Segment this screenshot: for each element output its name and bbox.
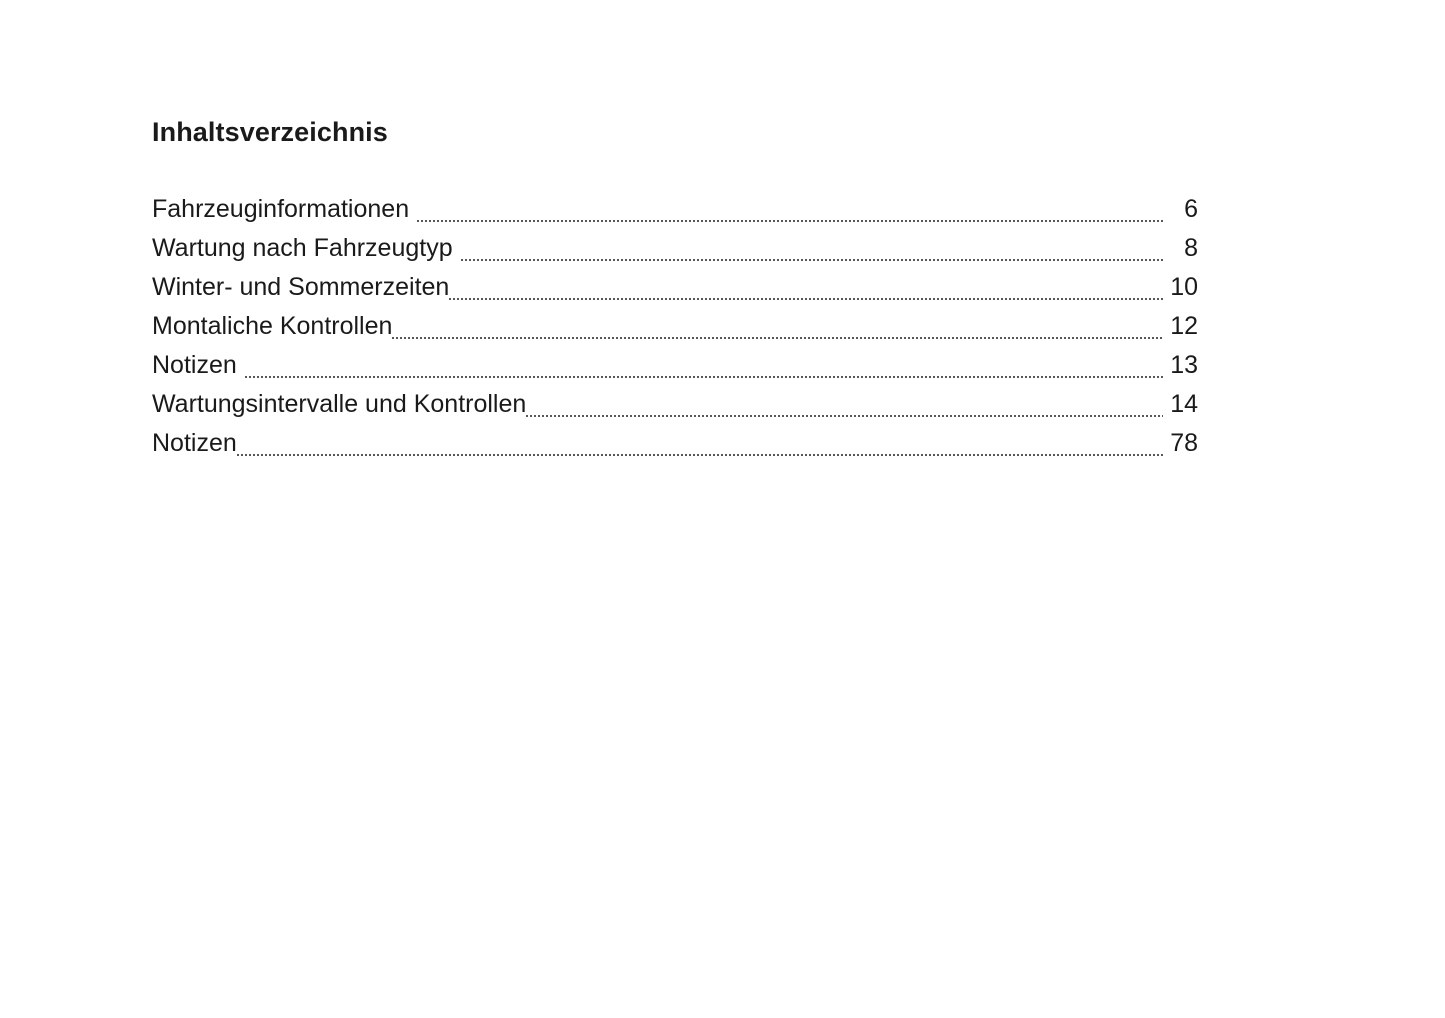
list-item[interactable] (152, 307, 1198, 346)
toc-entry-label: Winter- und Sommerzeiten (152, 272, 450, 301)
dot-leader (392, 320, 1163, 346)
toc-entry-label: Notizen (152, 428, 237, 457)
toc-entry-page-number: 14 (1170, 389, 1198, 418)
toc-entry-page-number: 78 (1170, 428, 1198, 457)
dot-leader (449, 281, 1163, 307)
dot-leader (526, 398, 1163, 424)
toc-entry-page-number: 13 (1170, 350, 1198, 379)
toc-entry-label: Fahrzeuginformationen (152, 194, 410, 223)
toc-entry-page-number: 6 (1184, 194, 1198, 223)
dot-leader (237, 437, 1163, 463)
toc-entry-page-number: 10 (1170, 272, 1198, 301)
page-title: Inhaltsverzeichnis (152, 117, 388, 147)
list-item[interactable] (152, 424, 1198, 463)
toc-entry-label: Wartungsintervalle und Kontrollen (152, 389, 527, 418)
toc-entry-label: Wartung nach Fahrzeugtyp (152, 233, 453, 262)
dot-leader (417, 203, 1163, 229)
list-item[interactable] (152, 190, 1198, 229)
toc-entry-label: Notizen (152, 350, 237, 379)
toc-entry-page-number: 8 (1184, 233, 1198, 262)
dot-leader (461, 242, 1163, 268)
table-of-contents (152, 118, 1198, 463)
toc-entry-label: Montaliche Kontrollen (152, 311, 393, 340)
toc-entry-page-number: 12 (1170, 311, 1198, 340)
list-item[interactable] (152, 268, 1198, 307)
list-item[interactable] (152, 229, 1198, 268)
toc-entry-list (152, 190, 1198, 463)
list-item[interactable] (152, 346, 1198, 385)
dot-leader (245, 359, 1163, 385)
list-item[interactable] (152, 385, 1198, 424)
